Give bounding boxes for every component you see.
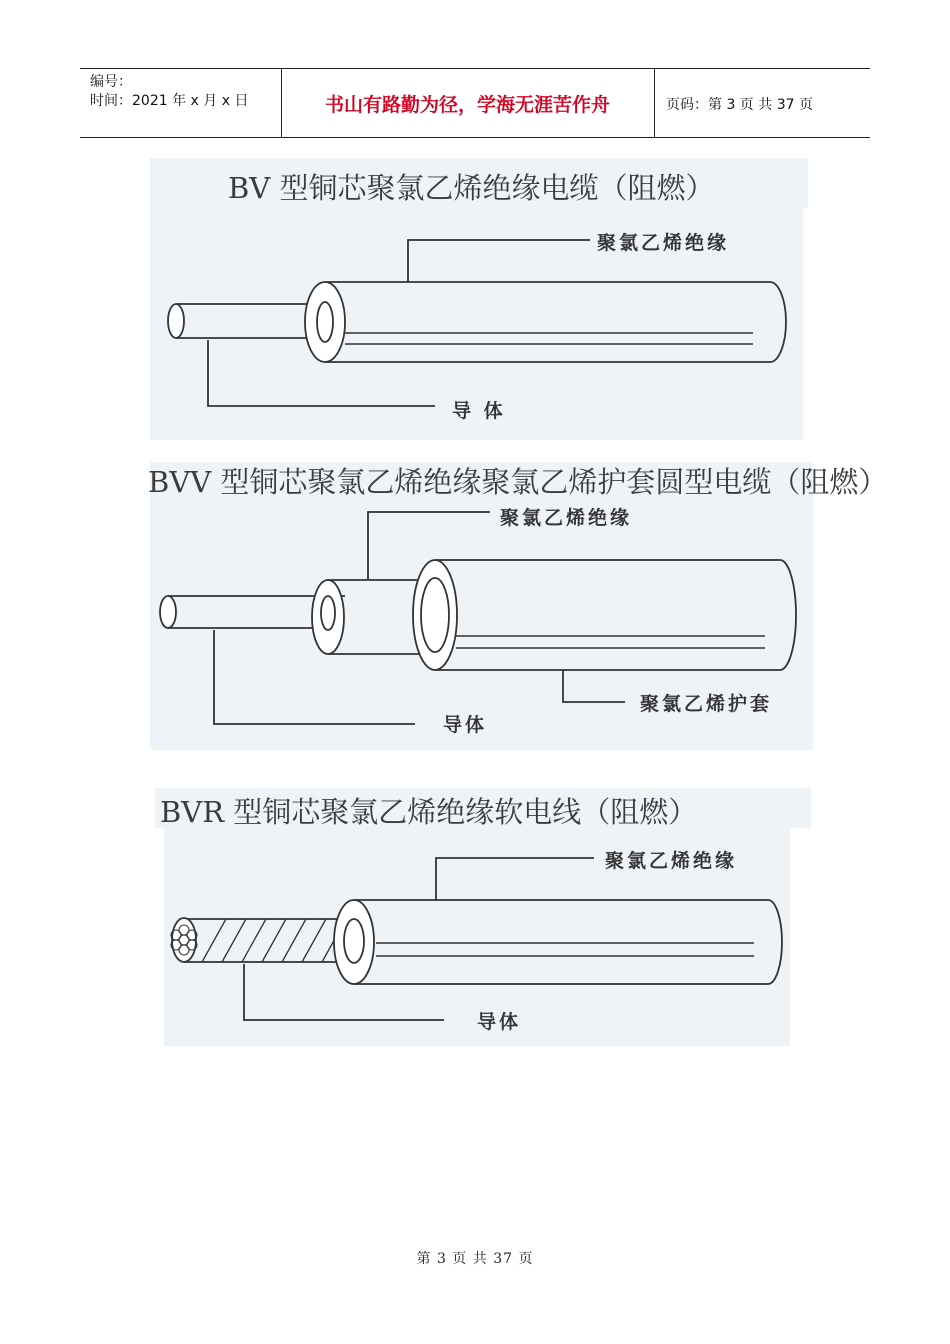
header-page-info: 页码：第 3 页 共 37 页 [666, 97, 813, 113]
figure-bvv-title: BVV 型铜芯聚氯乙烯绝缘聚氯乙烯护套圆型电缆（阻燃） [148, 465, 888, 499]
document-time-label: 时间：2021 年 x 月 x 日 [90, 93, 249, 109]
bvv-insulation-inner [321, 596, 335, 630]
header-motto: 书山有路勤为径，学海无涯苦作舟 [324, 93, 610, 116]
header-middle-cell [281, 69, 655, 137]
bvv-conductor-label: 导体 [443, 714, 488, 736]
bvv-sheath-body [435, 560, 796, 670]
page-footer: 第 3 页 共 37 页 [416, 1251, 534, 1267]
bv-insulation-body [325, 282, 786, 362]
figure-bvr-title: BVR 型铜芯聚氯乙烯绝缘软电线（阻燃） [160, 795, 698, 829]
header-left-cell [80, 69, 282, 137]
bv-conductor-label: 导 体 [452, 400, 506, 422]
page-header [80, 68, 870, 138]
bvr-insulation-inner [344, 919, 364, 963]
bv-insulation-label: 聚氯乙烯绝缘 [597, 232, 730, 254]
bvr-insulation-label: 聚氯乙烯绝缘 [605, 850, 738, 872]
bvv-sheath-leader [563, 670, 625, 702]
bvr-insulation-leader [436, 858, 594, 900]
bvr-conductor-label: 导体 [477, 1011, 522, 1033]
document-number-label: 编号： [90, 74, 132, 90]
bvr-insulation-body [354, 900, 782, 984]
figure-bv-title: BV 型铜芯聚氯乙烯绝缘电缆（阻燃） [228, 171, 715, 205]
bvv-insulation-label: 聚氯乙烯绝缘 [500, 507, 633, 529]
bvv-conductor-end [160, 596, 176, 628]
bv-insulation-leader [408, 240, 590, 282]
bvv-sheath-inner [421, 578, 449, 652]
bvr-strand-twist [202, 919, 346, 962]
bv-conductor-end [168, 304, 184, 338]
bvv-conductor-leader [214, 630, 415, 724]
header-right-cell [654, 69, 870, 137]
bv-insulation-inner [317, 302, 333, 342]
bvv-sheath-label: 聚氯乙烯护套 [640, 693, 773, 715]
